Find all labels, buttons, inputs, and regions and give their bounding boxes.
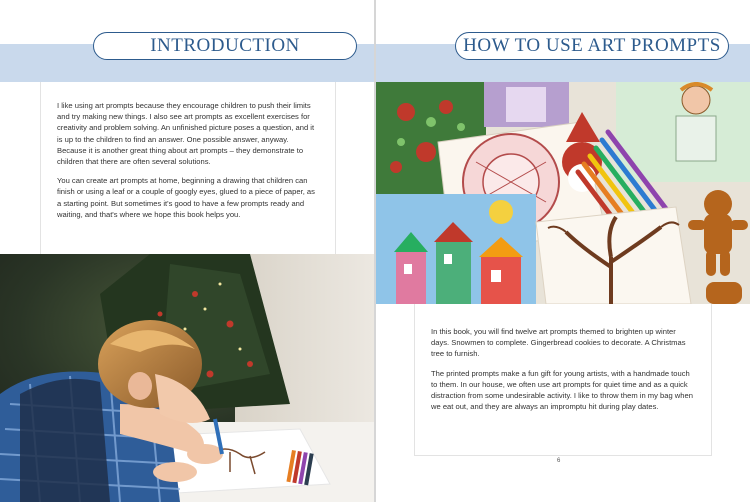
child-drawing-photo xyxy=(0,254,374,502)
how-to-paragraph-2: The printed prompts make a fun gift for young artists, with a handmade touch to them. In our house, we often use art prompts for quiet time and as a quick distraction from some undesirable activity. I like to throw them in my bag when we eat out, and they are always an impromptu hit during play dates. xyxy=(431,368,693,412)
how-to-paragraph-1: In this book, you will find twelve art prompts themed to brighten up winter days. Snowmen to complete. Gingerbread cookies to decorate. A Christmas tree to furnish. xyxy=(431,327,686,359)
intro-paragraph-1: I like using art prompts because they encourage children to push their limits and try making new things. I also see art prompts as excellent exercises for creativity and problem solving. An unfinished picture poses a question, and it is up to the children to find an answer. One possible answer, anyway. Because it is another great thing about art prompts – they demonstrate to children that there are often several solutions. xyxy=(57,101,315,167)
intro-paragraph-2: You can create art prompts at home, beginning a drawing that children can finish or using a leaf or a couple of googly eyes, glued to a piece of paper, as a starting point. But sometimes it's good to have a few prompts ready and waiting, and that's where we hope this book helps you. xyxy=(57,176,315,219)
child-drawing-illustration xyxy=(0,254,374,502)
art-prompts-collage-photo xyxy=(376,82,750,304)
page-title-how-to-use: HOW TO USE ART PROMPTS xyxy=(455,32,729,60)
art-prompts-collage-illustration xyxy=(376,82,750,304)
page-number: 6 xyxy=(557,458,561,464)
left-page xyxy=(0,0,374,502)
right-page xyxy=(376,0,750,502)
how-to-text-card xyxy=(414,304,712,456)
page-title-introduction: INTRODUCTION xyxy=(93,32,357,60)
intro-text-card xyxy=(40,82,336,256)
